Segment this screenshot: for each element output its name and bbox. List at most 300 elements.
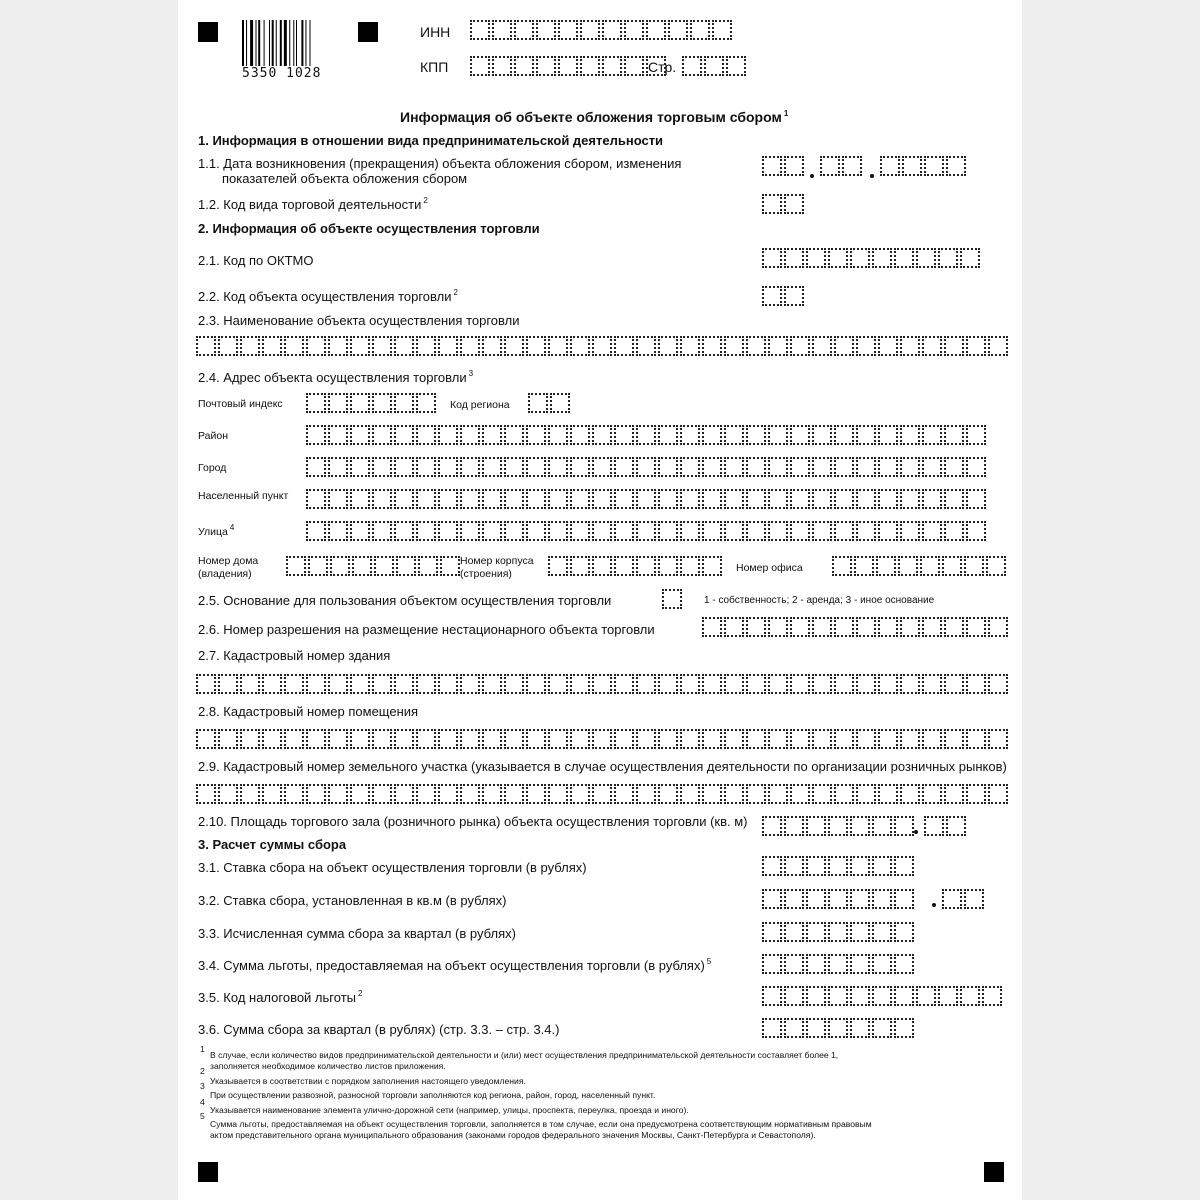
input-cell[interactable] bbox=[944, 784, 964, 804]
input-cell[interactable] bbox=[196, 784, 216, 804]
input-cell[interactable] bbox=[966, 425, 986, 445]
input-cell[interactable] bbox=[768, 489, 788, 509]
input-cell[interactable] bbox=[894, 889, 914, 909]
calculated-fee-field[interactable] bbox=[762, 922, 914, 942]
input-cell[interactable] bbox=[856, 521, 876, 541]
input-cell[interactable] bbox=[834, 425, 854, 445]
input-cell[interactable] bbox=[702, 521, 722, 541]
region-code-field[interactable] bbox=[528, 393, 570, 413]
input-cell[interactable] bbox=[372, 729, 392, 749]
input-cell[interactable] bbox=[394, 521, 414, 541]
input-cell[interactable] bbox=[662, 589, 682, 609]
input-cell[interactable] bbox=[922, 617, 942, 637]
input-cell[interactable] bbox=[922, 336, 942, 356]
input-cell[interactable] bbox=[416, 489, 436, 509]
input-cell[interactable] bbox=[878, 336, 898, 356]
input-cell[interactable] bbox=[790, 617, 810, 637]
input-cell[interactable] bbox=[834, 489, 854, 509]
input-cell[interactable] bbox=[680, 729, 700, 749]
input-cell[interactable] bbox=[828, 922, 848, 942]
input-cell[interactable] bbox=[966, 457, 986, 477]
input-cell[interactable] bbox=[834, 457, 854, 477]
settlement-field[interactable] bbox=[306, 489, 986, 509]
input-cell[interactable] bbox=[944, 457, 964, 477]
input-cell[interactable] bbox=[658, 784, 678, 804]
input-cell[interactable] bbox=[834, 617, 854, 637]
input-cell[interactable] bbox=[592, 674, 612, 694]
input-cell[interactable] bbox=[482, 521, 502, 541]
input-cell[interactable] bbox=[878, 457, 898, 477]
input-cell[interactable] bbox=[942, 556, 962, 576]
input-cell[interactable] bbox=[944, 489, 964, 509]
input-cell[interactable] bbox=[372, 425, 392, 445]
input-cell[interactable] bbox=[526, 674, 546, 694]
input-cell[interactable] bbox=[658, 556, 678, 576]
input-cell[interactable] bbox=[812, 489, 832, 509]
input-cell[interactable] bbox=[900, 489, 920, 509]
quarterly-fee-field[interactable] bbox=[762, 1018, 914, 1038]
input-cell[interactable] bbox=[658, 425, 678, 445]
input-cell[interactable] bbox=[470, 56, 490, 76]
input-cell[interactable] bbox=[460, 489, 480, 509]
input-cell[interactable] bbox=[724, 489, 744, 509]
input-cell[interactable] bbox=[328, 674, 348, 694]
input-cell[interactable] bbox=[902, 156, 922, 176]
rate-per-sqm-fraction-field[interactable] bbox=[942, 889, 984, 909]
input-cell[interactable] bbox=[762, 986, 782, 1006]
input-cell[interactable] bbox=[828, 1018, 848, 1038]
input-cell[interactable] bbox=[262, 729, 282, 749]
input-cell[interactable] bbox=[762, 816, 782, 836]
input-cell[interactable] bbox=[614, 729, 634, 749]
input-cell[interactable] bbox=[922, 457, 942, 477]
input-cell[interactable] bbox=[872, 889, 892, 909]
input-cell[interactable] bbox=[350, 674, 370, 694]
input-cell[interactable] bbox=[262, 784, 282, 804]
input-cell[interactable] bbox=[416, 784, 436, 804]
input-cell[interactable] bbox=[812, 425, 832, 445]
input-cell[interactable] bbox=[592, 784, 612, 804]
input-cell[interactable] bbox=[856, 674, 876, 694]
input-cell[interactable] bbox=[416, 393, 436, 413]
input-cell[interactable] bbox=[872, 248, 892, 268]
input-cell[interactable] bbox=[850, 986, 870, 1006]
input-cell[interactable] bbox=[306, 489, 326, 509]
input-cell[interactable] bbox=[330, 556, 350, 576]
input-cell[interactable] bbox=[350, 784, 370, 804]
input-cell[interactable] bbox=[470, 20, 490, 40]
input-cell[interactable] bbox=[328, 784, 348, 804]
input-cell[interactable] bbox=[806, 816, 826, 836]
page-number-field[interactable] bbox=[682, 56, 746, 76]
input-cell[interactable] bbox=[394, 393, 414, 413]
input-cell[interactable] bbox=[558, 56, 578, 76]
input-cell[interactable] bbox=[784, 954, 804, 974]
input-cell[interactable] bbox=[834, 729, 854, 749]
input-cell[interactable] bbox=[306, 336, 326, 356]
input-cell[interactable] bbox=[768, 521, 788, 541]
input-cell[interactable] bbox=[982, 986, 1002, 1006]
input-cell[interactable] bbox=[784, 1018, 804, 1038]
input-cell[interactable] bbox=[482, 489, 502, 509]
input-cell[interactable] bbox=[768, 784, 788, 804]
input-cell[interactable] bbox=[240, 674, 260, 694]
input-cell[interactable] bbox=[806, 986, 826, 1006]
input-cell[interactable] bbox=[636, 556, 656, 576]
input-cell[interactable] bbox=[850, 922, 870, 942]
input-cell[interactable] bbox=[784, 248, 804, 268]
input-cell[interactable] bbox=[416, 336, 436, 356]
input-cell[interactable] bbox=[790, 784, 810, 804]
input-cell[interactable] bbox=[328, 393, 348, 413]
input-cell[interactable] bbox=[680, 489, 700, 509]
input-cell[interactable] bbox=[558, 20, 578, 40]
input-cell[interactable] bbox=[570, 521, 590, 541]
input-cell[interactable] bbox=[438, 336, 458, 356]
input-cell[interactable] bbox=[878, 425, 898, 445]
input-cell[interactable] bbox=[636, 784, 656, 804]
input-cell[interactable] bbox=[806, 1018, 826, 1038]
input-cell[interactable] bbox=[548, 425, 568, 445]
input-cell[interactable] bbox=[966, 674, 986, 694]
input-cell[interactable] bbox=[504, 729, 524, 749]
input-cell[interactable] bbox=[438, 674, 458, 694]
input-cell[interactable] bbox=[482, 457, 502, 477]
input-cell[interactable] bbox=[284, 674, 304, 694]
house-number-field[interactable] bbox=[286, 556, 460, 576]
input-cell[interactable] bbox=[894, 856, 914, 876]
input-cell[interactable] bbox=[966, 617, 986, 637]
input-cell[interactable] bbox=[438, 784, 458, 804]
input-cell[interactable] bbox=[328, 336, 348, 356]
input-cell[interactable] bbox=[328, 489, 348, 509]
input-cell[interactable] bbox=[894, 922, 914, 942]
input-cell[interactable] bbox=[964, 889, 984, 909]
input-cell[interactable] bbox=[658, 336, 678, 356]
input-cell[interactable] bbox=[856, 489, 876, 509]
input-cell[interactable] bbox=[550, 393, 570, 413]
input-cell[interactable] bbox=[548, 336, 568, 356]
input-cell[interactable] bbox=[944, 674, 964, 694]
input-cell[interactable] bbox=[900, 457, 920, 477]
input-cell[interactable] bbox=[938, 986, 958, 1006]
input-cell[interactable] bbox=[636, 729, 656, 749]
input-cell[interactable] bbox=[806, 922, 826, 942]
input-cell[interactable] bbox=[746, 457, 766, 477]
input-cell[interactable] bbox=[762, 1018, 782, 1038]
input-cell[interactable] bbox=[768, 674, 788, 694]
input-cell[interactable] bbox=[828, 856, 848, 876]
input-cell[interactable] bbox=[828, 889, 848, 909]
input-cell[interactable] bbox=[944, 521, 964, 541]
input-cell[interactable] bbox=[306, 729, 326, 749]
postal-index-field[interactable] bbox=[306, 393, 436, 413]
input-cell[interactable] bbox=[724, 674, 744, 694]
input-cell[interactable] bbox=[580, 20, 600, 40]
input-cell[interactable] bbox=[658, 521, 678, 541]
input-cell[interactable] bbox=[460, 336, 480, 356]
input-cell[interactable] bbox=[218, 336, 238, 356]
input-cell[interactable] bbox=[900, 425, 920, 445]
input-cell[interactable] bbox=[636, 489, 656, 509]
input-cell[interactable] bbox=[504, 784, 524, 804]
input-cell[interactable] bbox=[856, 336, 876, 356]
input-cell[interactable] bbox=[328, 521, 348, 541]
input-cell[interactable] bbox=[850, 248, 870, 268]
input-cell[interactable] bbox=[894, 1018, 914, 1038]
input-cell[interactable] bbox=[834, 784, 854, 804]
input-cell[interactable] bbox=[960, 248, 980, 268]
input-cell[interactable] bbox=[872, 922, 892, 942]
input-cell[interactable] bbox=[944, 336, 964, 356]
input-cell[interactable] bbox=[834, 674, 854, 694]
input-cell[interactable] bbox=[570, 425, 590, 445]
input-cell[interactable] bbox=[922, 489, 942, 509]
input-cell[interactable] bbox=[900, 729, 920, 749]
input-cell[interactable] bbox=[966, 489, 986, 509]
district-field[interactable] bbox=[306, 425, 986, 445]
input-cell[interactable] bbox=[680, 556, 700, 576]
input-cell[interactable] bbox=[856, 425, 876, 445]
input-cell[interactable] bbox=[482, 336, 502, 356]
input-cell[interactable] bbox=[602, 56, 622, 76]
input-cell[interactable] bbox=[548, 489, 568, 509]
input-cell[interactable] bbox=[856, 729, 876, 749]
input-cell[interactable] bbox=[492, 56, 512, 76]
input-cell[interactable] bbox=[218, 729, 238, 749]
input-cell[interactable] bbox=[922, 425, 942, 445]
input-cell[interactable] bbox=[790, 729, 810, 749]
office-number-field[interactable] bbox=[832, 556, 1006, 576]
input-cell[interactable] bbox=[614, 521, 634, 541]
input-cell[interactable] bbox=[614, 336, 634, 356]
input-cell[interactable] bbox=[592, 729, 612, 749]
input-cell[interactable] bbox=[394, 784, 414, 804]
input-cell[interactable] bbox=[966, 784, 986, 804]
input-cell[interactable] bbox=[536, 20, 556, 40]
input-cell[interactable] bbox=[680, 425, 700, 445]
input-cell[interactable] bbox=[784, 816, 804, 836]
input-cell[interactable] bbox=[614, 489, 634, 509]
input-cell[interactable] bbox=[854, 556, 874, 576]
input-cell[interactable] bbox=[922, 729, 942, 749]
input-cell[interactable] bbox=[806, 889, 826, 909]
input-cell[interactable] bbox=[504, 425, 524, 445]
input-cell[interactable] bbox=[460, 729, 480, 749]
input-cell[interactable] bbox=[394, 336, 414, 356]
input-cell[interactable] bbox=[966, 729, 986, 749]
input-cell[interactable] bbox=[624, 20, 644, 40]
input-cell[interactable] bbox=[592, 521, 612, 541]
input-cell[interactable] bbox=[570, 336, 590, 356]
input-cell[interactable] bbox=[504, 457, 524, 477]
building-cadastral-field[interactable] bbox=[196, 674, 1008, 694]
input-cell[interactable] bbox=[828, 986, 848, 1006]
input-cell[interactable] bbox=[702, 336, 722, 356]
input-cell[interactable] bbox=[746, 521, 766, 541]
input-cell[interactable] bbox=[460, 457, 480, 477]
input-cell[interactable] bbox=[372, 336, 392, 356]
input-cell[interactable] bbox=[548, 729, 568, 749]
input-cell[interactable] bbox=[416, 457, 436, 477]
input-cell[interactable] bbox=[592, 457, 612, 477]
input-cell[interactable] bbox=[768, 617, 788, 637]
input-cell[interactable] bbox=[828, 816, 848, 836]
input-cell[interactable] bbox=[528, 393, 548, 413]
input-cell[interactable] bbox=[746, 336, 766, 356]
fee-rate-field[interactable] bbox=[762, 856, 914, 876]
input-cell[interactable] bbox=[746, 617, 766, 637]
input-cell[interactable] bbox=[460, 425, 480, 445]
input-cell[interactable] bbox=[768, 336, 788, 356]
input-cell[interactable] bbox=[922, 521, 942, 541]
rate-per-sqm-integer-field[interactable] bbox=[762, 889, 914, 909]
input-cell[interactable] bbox=[986, 556, 1006, 576]
input-cell[interactable] bbox=[762, 248, 782, 268]
input-cell[interactable] bbox=[526, 729, 546, 749]
input-cell[interactable] bbox=[762, 889, 782, 909]
trade-activity-code-field[interactable] bbox=[762, 194, 804, 214]
input-cell[interactable] bbox=[680, 457, 700, 477]
premises-cadastral-field[interactable] bbox=[196, 729, 1008, 749]
input-cell[interactable] bbox=[812, 784, 832, 804]
input-cell[interactable] bbox=[806, 248, 826, 268]
date-day-field[interactable] bbox=[762, 156, 804, 176]
area-fraction-field[interactable] bbox=[924, 816, 966, 836]
input-cell[interactable] bbox=[712, 20, 732, 40]
input-cell[interactable] bbox=[372, 784, 392, 804]
input-cell[interactable] bbox=[900, 521, 920, 541]
input-cell[interactable] bbox=[988, 617, 1008, 637]
input-cell[interactable] bbox=[894, 986, 914, 1006]
input-cell[interactable] bbox=[570, 457, 590, 477]
input-cell[interactable] bbox=[762, 286, 782, 306]
input-cell[interactable] bbox=[374, 556, 394, 576]
input-cell[interactable] bbox=[762, 922, 782, 942]
input-cell[interactable] bbox=[988, 729, 1008, 749]
input-cell[interactable] bbox=[894, 816, 914, 836]
input-cell[interactable] bbox=[894, 248, 914, 268]
input-cell[interactable] bbox=[988, 784, 1008, 804]
input-cell[interactable] bbox=[790, 521, 810, 541]
input-cell[interactable] bbox=[768, 425, 788, 445]
input-cell[interactable] bbox=[806, 954, 826, 974]
inn-field[interactable] bbox=[470, 20, 732, 40]
input-cell[interactable] bbox=[592, 489, 612, 509]
input-cell[interactable] bbox=[526, 457, 546, 477]
input-cell[interactable] bbox=[614, 784, 634, 804]
input-cell[interactable] bbox=[812, 674, 832, 694]
input-cell[interactable] bbox=[812, 617, 832, 637]
building-number-field[interactable] bbox=[548, 556, 722, 576]
input-cell[interactable] bbox=[856, 617, 876, 637]
input-cell[interactable] bbox=[350, 489, 370, 509]
input-cell[interactable] bbox=[658, 457, 678, 477]
input-cell[interactable] bbox=[196, 729, 216, 749]
kpp-field[interactable] bbox=[470, 56, 666, 76]
input-cell[interactable] bbox=[482, 674, 502, 694]
input-cell[interactable] bbox=[746, 425, 766, 445]
input-cell[interactable] bbox=[784, 856, 804, 876]
input-cell[interactable] bbox=[878, 617, 898, 637]
input-cell[interactable] bbox=[394, 674, 414, 694]
input-cell[interactable] bbox=[938, 248, 958, 268]
input-cell[interactable] bbox=[832, 556, 852, 576]
input-cell[interactable] bbox=[240, 784, 260, 804]
input-cell[interactable] bbox=[790, 425, 810, 445]
input-cell[interactable] bbox=[460, 784, 480, 804]
input-cell[interactable] bbox=[850, 889, 870, 909]
input-cell[interactable] bbox=[372, 393, 392, 413]
input-cell[interactable] bbox=[240, 336, 260, 356]
input-cell[interactable] bbox=[218, 674, 238, 694]
input-cell[interactable] bbox=[944, 617, 964, 637]
input-cell[interactable] bbox=[196, 674, 216, 694]
input-cell[interactable] bbox=[784, 156, 804, 176]
input-cell[interactable] bbox=[944, 729, 964, 749]
input-cell[interactable] bbox=[526, 336, 546, 356]
oktmo-field[interactable] bbox=[762, 248, 980, 268]
input-cell[interactable] bbox=[762, 194, 782, 214]
input-cell[interactable] bbox=[900, 784, 920, 804]
input-cell[interactable] bbox=[504, 674, 524, 694]
input-cell[interactable] bbox=[580, 56, 600, 76]
input-cell[interactable] bbox=[966, 336, 986, 356]
input-cell[interactable] bbox=[482, 729, 502, 749]
input-cell[interactable] bbox=[702, 556, 722, 576]
input-cell[interactable] bbox=[856, 457, 876, 477]
input-cell[interactable] bbox=[946, 816, 966, 836]
input-cell[interactable] bbox=[702, 617, 722, 637]
input-cell[interactable] bbox=[878, 729, 898, 749]
input-cell[interactable] bbox=[548, 556, 568, 576]
input-cell[interactable] bbox=[328, 457, 348, 477]
input-cell[interactable] bbox=[702, 674, 722, 694]
input-cell[interactable] bbox=[372, 521, 392, 541]
input-cell[interactable] bbox=[492, 20, 512, 40]
input-cell[interactable] bbox=[806, 856, 826, 876]
land-cadastral-field[interactable] bbox=[196, 784, 1008, 804]
input-cell[interactable] bbox=[394, 489, 414, 509]
input-cell[interactable] bbox=[328, 425, 348, 445]
input-cell[interactable] bbox=[820, 156, 840, 176]
input-cell[interactable] bbox=[790, 674, 810, 694]
input-cell[interactable] bbox=[352, 556, 372, 576]
input-cell[interactable] bbox=[536, 56, 556, 76]
input-cell[interactable] bbox=[658, 489, 678, 509]
input-cell[interactable] bbox=[240, 729, 260, 749]
input-cell[interactable] bbox=[658, 674, 678, 694]
input-cell[interactable] bbox=[284, 336, 304, 356]
input-cell[interactable] bbox=[924, 816, 944, 836]
input-cell[interactable] bbox=[438, 729, 458, 749]
input-cell[interactable] bbox=[850, 1018, 870, 1038]
input-cell[interactable] bbox=[514, 20, 534, 40]
input-cell[interactable] bbox=[812, 729, 832, 749]
input-cell[interactable] bbox=[592, 425, 612, 445]
input-cell[interactable] bbox=[900, 617, 920, 637]
input-cell[interactable] bbox=[526, 425, 546, 445]
input-cell[interactable] bbox=[350, 457, 370, 477]
input-cell[interactable] bbox=[548, 521, 568, 541]
input-cell[interactable] bbox=[922, 784, 942, 804]
input-cell[interactable] bbox=[262, 674, 282, 694]
street-field[interactable] bbox=[306, 521, 986, 541]
input-cell[interactable] bbox=[394, 425, 414, 445]
input-cell[interactable] bbox=[850, 954, 870, 974]
input-cell[interactable] bbox=[872, 1018, 892, 1038]
input-cell[interactable] bbox=[306, 393, 326, 413]
